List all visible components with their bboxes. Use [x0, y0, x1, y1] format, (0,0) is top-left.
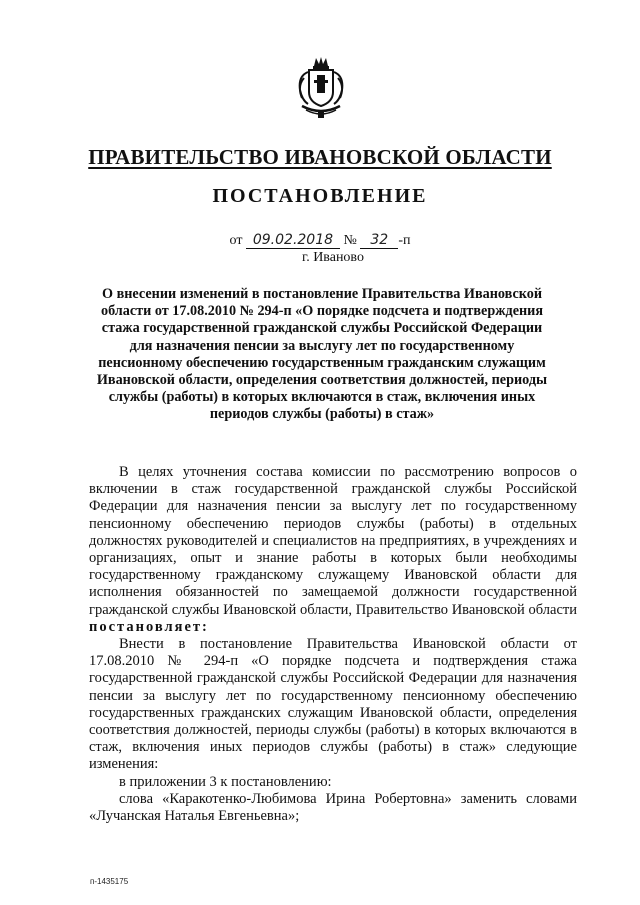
paragraph-replace: слова «Каракотенко-Любимова Ирина Робертовна» заменить словами «Лучанская Наталья Евгеньевна»; — [89, 790, 577, 825]
handwritten-date: 09.02.2018 — [246, 233, 340, 249]
paragraph-purpose-text: В целях уточнения состава комиссии по рассмотрению вопросов о включении в стаж государственной гражданской службы Российской Федерации для назначения пенсии за выслугу лет по государственному пенсионному обеспечению периодов службы (работы) в отдельных должностях руководителей и специалистов на предприятиях, в учреждениях и организациях, опыт и знание работы в которых были необходимы государственному гражданскому служащему Ивановской области для исполнения обязанностей по замещаемой должности государственной гражданской службы Ивановской области, Правительство Ивановской области — [89, 464, 577, 618]
date-number-line — [0, 233, 640, 249]
coat-of-arms-icon — [296, 56, 346, 120]
paragraph-amend: Внести в постановление Правительства Ивановской области от 17.08.2010 № 294-п «О порядке подсчета и подтверждения стажа государственной гражданской службы Российской Федерации для назначения пенсии за выслугу лет по государственному пенсионному обеспечению государственных гражданских служащим Ивановской области, определения соответствия должностей, периоды службы (работы) в которых включаются в стаж, включения иных периодов службы (работы) в стаж» следующие изменения: — [89, 636, 577, 773]
paragraph-purpose — [89, 464, 577, 636]
organization-name: ПРАВИТЕЛЬСТВО ИВАНОВСКОЙ ОБЛАСТИ — [88, 145, 552, 169]
date-prefix: от — [229, 233, 243, 248]
document-type: ПОСТАНОВЛЕНИЕ — [212, 185, 428, 207]
handwritten-number: 32 — [360, 233, 398, 249]
city: г. Иваново — [302, 250, 364, 265]
document-title: О внесении изменений в постановление Правительства Ивановской области от 17.08.2010 № 294-п «О порядке подсчета и подтверждения стажа государственной гражданской службы Российской Федерации для назначения пенсии за выслугу лет по государственному пенсионному обеспечению государственным гражданским служащим Ивановской области, определения соответствия должностей, периоды службы (работы) в которых включаются в стаж, включения иных периодов службы (работы) в стаж» — [96, 286, 548, 423]
document-code: п-1435175 — [90, 877, 129, 886]
paragraph-appendix: в приложении 3 к постановлению: — [119, 773, 332, 790]
document-body — [89, 464, 577, 825]
number-suffix: -п — [398, 233, 411, 248]
decree-word: постановляет: — [89, 618, 209, 635]
number-sign: № — [343, 233, 357, 248]
